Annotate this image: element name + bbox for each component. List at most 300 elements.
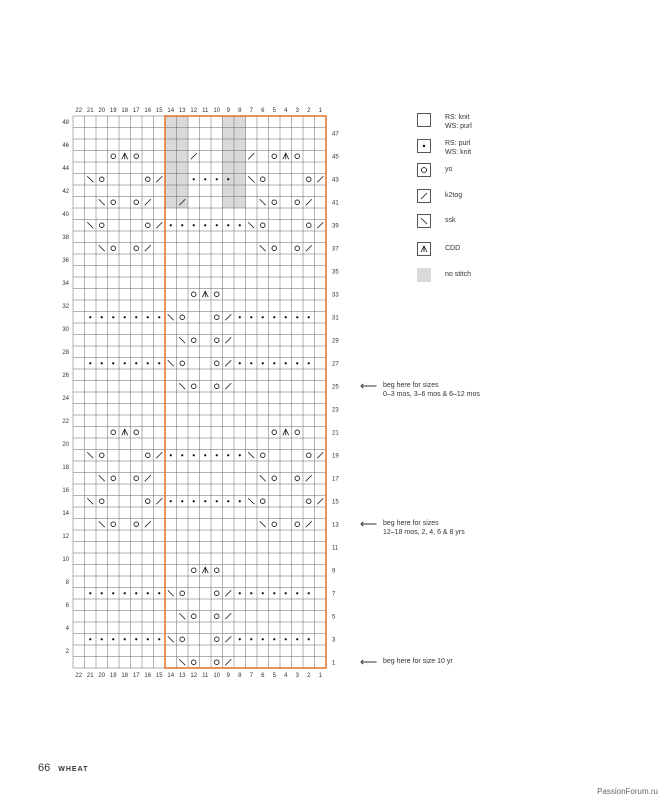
legend-item: [417, 163, 452, 177]
ssk-icon: [179, 613, 185, 619]
yo-icon: [214, 660, 219, 665]
legend-item: [417, 242, 460, 256]
purl-dot-icon: [193, 178, 195, 180]
k2tog-icon: [191, 153, 197, 159]
yo-icon: [134, 522, 139, 527]
ssk-icon: [248, 452, 254, 458]
column-label: 16: [144, 673, 152, 679]
yo-icon: [214, 614, 219, 619]
start-note: beg here for sizes 0–3 mos, 3–6 mos & 6–12 mos: [383, 382, 480, 399]
ssk-icon: [179, 337, 185, 343]
legend-item: [417, 189, 462, 203]
yo-icon: [191, 384, 196, 389]
no-stitch-cell: [177, 139, 189, 151]
purl-dot-icon: [181, 454, 183, 456]
no-stitch-cell: [177, 116, 189, 128]
yo-icon: [111, 522, 116, 527]
purl-dot-icon: [308, 638, 310, 640]
yo-icon: [417, 163, 431, 177]
purl-dot-icon: [89, 362, 91, 364]
ssk-icon: [260, 245, 266, 251]
legend-label: RS: knit WS: purl: [445, 114, 472, 130]
no-stitch-cell: [234, 197, 246, 209]
purl-dot-icon: [147, 362, 149, 364]
purl-dot-icon: [285, 316, 287, 318]
row-label: 2: [65, 648, 69, 655]
k2tog-icon: [306, 521, 312, 527]
legend-item: [417, 113, 472, 131]
column-label: 4: [284, 673, 288, 679]
legend-label: no stitch: [445, 271, 472, 278]
cdd-icon: [283, 429, 289, 435]
k2tog-icon: [156, 222, 162, 228]
purl-dot-icon: [239, 224, 241, 226]
yo-icon: [260, 499, 265, 504]
yo-icon: [260, 223, 265, 228]
legend-label: CDD: [445, 245, 461, 252]
row-label: 10: [62, 556, 69, 563]
column-label: 22: [75, 108, 83, 114]
k2tog-icon: [417, 189, 431, 203]
no-stitch-cell: [234, 116, 246, 128]
purl-dot-icon: [204, 178, 206, 180]
ssk-icon: [168, 360, 174, 366]
yo-icon: [214, 338, 219, 343]
no-stitch-cell: [223, 197, 235, 209]
legend-label: RS: purl WS: knit: [445, 140, 472, 156]
row-label: 17: [332, 476, 339, 483]
no-stitch-cell: [223, 185, 235, 197]
k2tog-icon: [248, 153, 254, 159]
purl-dot-icon: [296, 592, 298, 594]
k2tog-icon: [156, 176, 162, 182]
column-label: 8: [238, 108, 242, 114]
yo-icon: [191, 660, 196, 665]
column-label: 16: [144, 108, 152, 114]
legend-item: [417, 139, 471, 157]
purl-dot-icon: [181, 500, 183, 502]
purl-dot-icon: [193, 500, 195, 502]
purl-dot-icon: [250, 592, 252, 594]
yo-icon: [111, 476, 116, 481]
row-label: 39: [332, 223, 339, 230]
k2tog-icon: [306, 199, 312, 205]
yo-icon: [99, 499, 104, 504]
yo-icon: [306, 499, 311, 504]
row-label: 12: [62, 533, 69, 540]
column-label: 21: [86, 673, 94, 679]
yo-icon: [306, 223, 311, 228]
row-label: 27: [332, 361, 339, 368]
purl-dot-icon: [239, 592, 241, 594]
yo-icon: [111, 154, 116, 159]
purl-dot-icon: [89, 638, 91, 640]
purl-dot-icon: [193, 454, 195, 456]
purl-dot-icon: [239, 454, 241, 456]
purl-dot-icon: [135, 638, 137, 640]
watermark: PassionForum.ru: [597, 787, 658, 796]
purl-dot-icon: [158, 638, 160, 640]
row-label: 41: [332, 200, 339, 207]
purl-dot-icon: [285, 638, 287, 640]
cdd-icon: [122, 153, 128, 159]
row-label: 14: [62, 510, 69, 517]
column-label: 13: [178, 673, 186, 679]
column-label: 18: [121, 108, 129, 114]
no-stitch-cell: [177, 174, 189, 186]
purl-dot-icon: [193, 224, 195, 226]
row-label: 4: [65, 625, 69, 632]
purl-dot-icon: [262, 638, 264, 640]
purl-dot-icon: [308, 316, 310, 318]
k2tog-icon: [317, 176, 323, 182]
no-stitch-cell: [223, 128, 235, 140]
purl-dot-icon: [124, 638, 126, 640]
purl-dot-icon: [147, 638, 149, 640]
purl-dot-icon: [262, 592, 264, 594]
row-label: 30: [62, 326, 69, 333]
purl-dot-icon: [308, 362, 310, 364]
yo-icon: [214, 384, 219, 389]
column-label: 14: [167, 108, 175, 114]
purl-dot-icon: [417, 139, 431, 153]
row-label: 43: [332, 177, 339, 184]
column-label: 1: [318, 108, 322, 114]
k2tog-icon: [225, 659, 231, 665]
row-label: 26: [62, 372, 69, 379]
no-stitch-icon: [417, 268, 431, 282]
yo-icon: [191, 568, 196, 573]
purl-dot-icon: [216, 454, 218, 456]
purl-dot-icon: [135, 316, 137, 318]
k2tog-icon: [225, 314, 231, 320]
cdd-icon: [202, 291, 208, 297]
column-label: 19: [109, 108, 117, 114]
k2tog-icon: [145, 245, 151, 251]
column-label: 8: [238, 673, 242, 679]
yo-icon: [111, 200, 116, 205]
purl-dot-icon: [239, 362, 241, 364]
row-label: 40: [62, 211, 69, 218]
yo-icon: [99, 223, 104, 228]
k2tog-icon: [306, 245, 312, 251]
column-label: 11: [202, 108, 209, 114]
column-label: 22: [75, 673, 83, 679]
ssk-icon: [99, 475, 105, 481]
yo-icon: [214, 568, 219, 573]
yo-icon: [272, 522, 277, 527]
legend-label: yo: [445, 166, 453, 173]
row-label: 31: [332, 315, 339, 322]
ssk-icon: [260, 199, 266, 205]
ssk-icon: [87, 498, 93, 504]
purl-dot-icon: [101, 362, 103, 364]
column-label: 5: [272, 108, 276, 114]
yo-icon: [214, 292, 219, 297]
row-label: 13: [332, 522, 339, 529]
arrow-left-icon: ⟵: [360, 379, 378, 394]
yo-icon: [145, 499, 150, 504]
no-stitch-cell: [165, 197, 177, 209]
k2tog-icon: [225, 360, 231, 366]
ssk-icon: [99, 199, 105, 205]
yo-icon: [272, 154, 277, 159]
row-label: 24: [62, 395, 69, 402]
k2tog-icon: [317, 452, 323, 458]
yo-icon: [295, 430, 300, 435]
yo-icon: [191, 338, 196, 343]
yo-icon: [260, 453, 265, 458]
column-label: 12: [190, 108, 198, 114]
column-label: 19: [109, 673, 117, 679]
yo-icon: [134, 246, 139, 251]
column-label: 20: [98, 673, 106, 679]
row-label: 3: [332, 637, 336, 644]
row-label: 8: [65, 579, 69, 586]
ssk-icon: [87, 222, 93, 228]
cdd-icon: [417, 242, 431, 256]
no-stitch-cell: [234, 139, 246, 151]
purl-dot-icon: [239, 316, 241, 318]
yo-icon: [191, 614, 196, 619]
purl-dot-icon: [204, 454, 206, 456]
k2tog-icon: [225, 337, 231, 343]
column-label: 5: [272, 673, 276, 679]
no-stitch-cell: [165, 185, 177, 197]
row-label: 25: [332, 384, 339, 391]
row-label: 18: [62, 464, 69, 471]
column-label: 18: [121, 673, 129, 679]
row-label: 6: [65, 602, 69, 609]
ssk-icon: [168, 314, 174, 320]
yo-icon: [180, 361, 185, 366]
arrow-left-icon: ⟵: [360, 655, 378, 670]
purl-dot-icon: [158, 592, 160, 594]
column-label: 14: [167, 673, 175, 679]
yo-icon: [214, 315, 219, 320]
row-label: 22: [62, 418, 69, 425]
ssk-icon: [417, 214, 431, 228]
no-stitch-cell: [177, 185, 189, 197]
row-label: 48: [62, 119, 69, 126]
row-label: 32: [62, 303, 69, 310]
ssk-icon: [99, 245, 105, 251]
column-label: 10: [213, 673, 221, 679]
purl-dot-icon: [273, 362, 275, 364]
no-stitch-cell: [234, 174, 246, 186]
purl-dot-icon: [250, 316, 252, 318]
purl-dot-icon: [124, 362, 126, 364]
purl-dot-icon: [273, 316, 275, 318]
yo-icon: [272, 246, 277, 251]
yo-icon: [180, 591, 185, 596]
purl-dot-icon: [216, 500, 218, 502]
no-stitch-cell: [234, 128, 246, 140]
yo-icon: [214, 591, 219, 596]
column-label: 4: [284, 108, 288, 114]
purl-dot-icon: [124, 592, 126, 594]
column-label: 20: [98, 108, 106, 114]
purl-dot-icon: [101, 592, 103, 594]
ssk-icon: [248, 498, 254, 504]
purl-dot-icon: [239, 638, 241, 640]
ssk-icon: [99, 521, 105, 527]
no-stitch-cell: [165, 151, 177, 163]
start-note: beg here for size 10 yr: [383, 658, 453, 666]
row-label: 5: [332, 614, 336, 621]
purl-dot-icon: [170, 454, 172, 456]
arrow-left-icon: ⟵: [360, 517, 378, 532]
no-stitch-cell: [234, 185, 246, 197]
no-stitch-cell: [177, 128, 189, 140]
yo-icon: [260, 177, 265, 182]
purl-dot-icon: [227, 224, 229, 226]
yo-icon: [191, 292, 196, 297]
ssk-icon: [248, 222, 254, 228]
row-label: 11: [332, 545, 339, 552]
yo-icon: [134, 476, 139, 481]
row-label: 42: [62, 188, 69, 195]
yo-icon: [306, 177, 311, 182]
row-label: 7: [332, 591, 336, 598]
ssk-icon: [168, 590, 174, 596]
ssk-icon: [87, 176, 93, 182]
purl-dot-icon: [124, 316, 126, 318]
row-label: 23: [332, 407, 339, 414]
row-label: 1: [332, 660, 336, 667]
column-label: 3: [295, 673, 299, 679]
purl-dot-icon: [216, 178, 218, 180]
row-label: 45: [332, 154, 339, 161]
legend-label: ssk: [445, 217, 456, 224]
yo-icon: [145, 453, 150, 458]
column-label: 2: [307, 673, 311, 679]
no-stitch-cell: [223, 116, 235, 128]
purl-dot-icon: [250, 362, 252, 364]
cdd-icon: [283, 153, 289, 159]
no-stitch-cell: [177, 162, 189, 174]
column-label: 12: [190, 673, 198, 679]
k2tog-icon: [306, 475, 312, 481]
row-label: 47: [332, 131, 339, 138]
purl-dot-icon: [262, 316, 264, 318]
purl-dot-icon: [308, 592, 310, 594]
no-stitch-cell: [165, 128, 177, 140]
yo-icon: [111, 246, 116, 251]
purl-dot-icon: [170, 224, 172, 226]
ssk-icon: [87, 452, 93, 458]
purl-dot-icon: [89, 592, 91, 594]
yo-icon: [272, 476, 277, 481]
purl-dot-icon: [227, 454, 229, 456]
purl-dot-icon: [101, 638, 103, 640]
column-label: 6: [261, 108, 265, 114]
yo-icon: [214, 637, 219, 642]
yo-icon: [272, 430, 277, 435]
ssk-icon: [168, 636, 174, 642]
ssk-icon: [260, 475, 266, 481]
k2tog-icon: [225, 613, 231, 619]
purl-dot-icon: [296, 362, 298, 364]
no-stitch-cell: [223, 151, 235, 163]
yo-icon: [99, 453, 104, 458]
ssk-icon: [179, 659, 185, 665]
row-label: 34: [62, 280, 69, 287]
no-stitch-cell: [234, 151, 246, 163]
purl-dot-icon: [158, 316, 160, 318]
column-label: 7: [249, 108, 253, 114]
row-label: 44: [62, 165, 69, 172]
row-label: 33: [332, 292, 339, 299]
purl-dot-icon: [112, 316, 114, 318]
purl-dot-icon: [296, 638, 298, 640]
column-label: 7: [249, 673, 253, 679]
purl-dot-icon: [181, 224, 183, 226]
yo-icon: [272, 200, 277, 205]
k2tog-icon: [317, 222, 323, 228]
column-label: 3: [295, 108, 299, 114]
column-label: 21: [86, 108, 94, 114]
k2tog-icon: [317, 498, 323, 504]
row-label: 9: [332, 568, 336, 575]
row-label: 19: [332, 453, 339, 460]
column-label: 10: [213, 108, 221, 114]
no-stitch-cell: [165, 162, 177, 174]
purl-dot-icon: [147, 592, 149, 594]
yo-icon: [134, 430, 139, 435]
yo-icon: [295, 154, 300, 159]
k2tog-icon: [225, 383, 231, 389]
k2tog-icon: [225, 636, 231, 642]
column-label: 1: [318, 673, 322, 679]
row-label: 37: [332, 246, 339, 253]
no-stitch-cell: [165, 139, 177, 151]
yo-icon: [295, 200, 300, 205]
yo-icon: [306, 453, 311, 458]
purl-dot-icon: [273, 592, 275, 594]
purl-dot-icon: [216, 224, 218, 226]
yo-icon: [111, 430, 116, 435]
purl-dot-icon: [239, 500, 241, 502]
yo-icon: [295, 476, 300, 481]
ssk-icon: [179, 383, 185, 389]
k2tog-icon: [156, 452, 162, 458]
purl-dot-icon: [285, 592, 287, 594]
column-label: 2: [307, 108, 311, 114]
purl-dot-icon: [112, 362, 114, 364]
k2tog-icon: [145, 475, 151, 481]
yo-icon: [295, 522, 300, 527]
purl-dot-icon: [147, 316, 149, 318]
page-number: 66: [38, 762, 51, 774]
row-label: 36: [62, 257, 69, 264]
column-label: 6: [261, 673, 265, 679]
k2tog-icon: [225, 590, 231, 596]
cdd-icon: [202, 567, 208, 573]
purl-dot-icon: [101, 316, 103, 318]
column-label: 15: [155, 108, 163, 114]
purl-dot-icon: [250, 638, 252, 640]
yo-icon: [180, 315, 185, 320]
yo-icon: [134, 154, 139, 159]
column-label: 13: [178, 108, 186, 114]
no-stitch-cell: [234, 162, 246, 174]
row-label: 29: [332, 338, 339, 345]
start-note: beg here for sizes 12–18 mos, 2, 4, 6 & 8 yrs: [383, 520, 465, 537]
purl-dot-icon: [135, 362, 137, 364]
legend-item: [417, 268, 471, 282]
purl-dot-icon: [285, 362, 287, 364]
